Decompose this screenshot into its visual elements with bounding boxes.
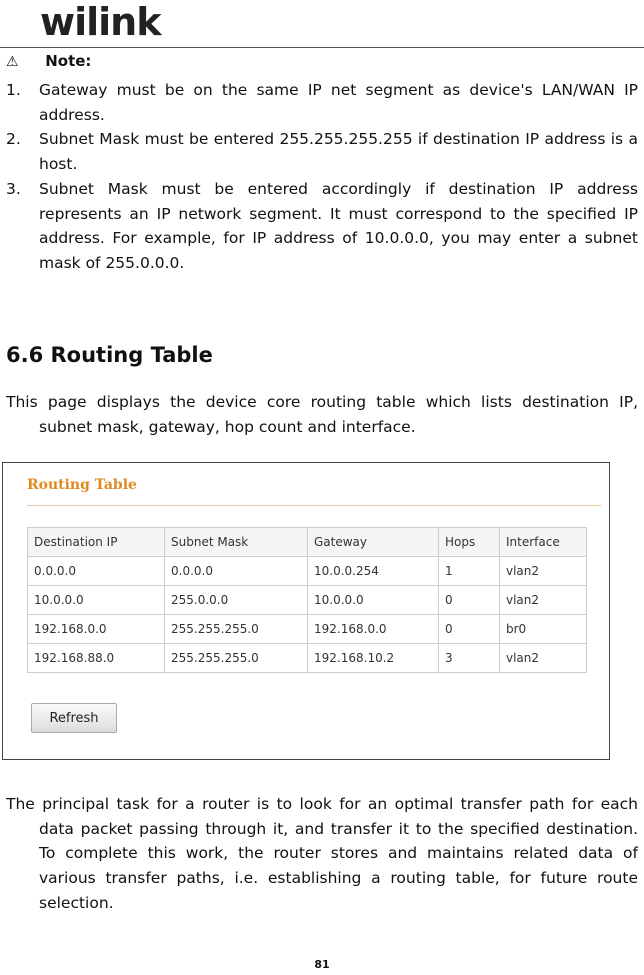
note-item-number: 3.: [6, 179, 21, 198]
table-cell: vlan2: [500, 586, 587, 615]
table-cell: 0.0.0.0: [165, 557, 308, 586]
note-item-text: Subnet Mask must be entered 255.255.255.255 if destination IP address is a host.: [39, 130, 638, 174]
note-item-text: Subnet Mask must be entered accordingly if destination IP address represents an IP network segment. It must correspond to the specified IP address. For example, for IP address of 10.0.0.0, you may enter a subnet mask of 255.0.0.0.: [39, 179, 638, 272]
note-item: [6, 177, 638, 276]
table-cell: 192.168.0.0: [308, 615, 439, 644]
warning-icon: ⚠: [6, 54, 19, 70]
section-heading: 6.6 Routing Table: [6, 343, 213, 367]
routing-table-screenshot: [2, 462, 610, 760]
table-cell: 255.255.255.0: [165, 644, 308, 673]
routing-table-title: Routing Table: [27, 477, 137, 493]
table-cell: 10.0.0.0: [28, 586, 165, 615]
note-heading: [6, 52, 91, 70]
column-header: Subnet Mask: [165, 528, 308, 557]
page-number: 81: [314, 958, 330, 971]
table-cell: 3: [439, 644, 500, 673]
note-item-number: 2.: [6, 130, 21, 149]
table-row: [28, 615, 587, 644]
table-cell: 0.0.0.0: [28, 557, 165, 586]
title-divider: [27, 505, 601, 506]
column-header: Interface: [500, 528, 587, 557]
note-item: [6, 78, 638, 127]
table-cell: br0: [500, 615, 587, 644]
table-cell: 0: [439, 615, 500, 644]
note-item-number: 1.: [6, 81, 21, 99]
table-cell: 255.0.0.0: [165, 586, 308, 615]
table-cell: 255.255.255.0: [165, 615, 308, 644]
header-divider: [0, 47, 644, 48]
table-cell: 192.168.0.0: [28, 615, 165, 644]
routing-table-panel: [17, 467, 613, 755]
note-list: [6, 78, 638, 276]
column-header: Gateway: [308, 528, 439, 557]
table-row: [28, 586, 587, 615]
brand-logo: wilink: [40, 0, 161, 44]
table-cell: 192.168.88.0: [28, 644, 165, 673]
section-intro: This page displays the device core routing table which lists destination IP, subnet mask, gateway, hop count and interface.: [6, 393, 638, 436]
table-row: [28, 644, 587, 673]
table-cell: vlan2: [500, 644, 587, 673]
table-cell: 1: [439, 557, 500, 586]
note-item: [6, 127, 638, 176]
table-cell: vlan2: [500, 557, 587, 586]
column-header: Hops: [439, 528, 500, 557]
refresh-button[interactable]: Refresh: [31, 703, 117, 733]
closing-paragraph: The principal task for a router is to look for an optimal transfer path for each data packet passing through it, and transfer it to the specified destination. To complete this work, the router stores and maintains related data of various transfer paths, i.e. establishing a routing table, for future route selection.: [6, 795, 638, 912]
table-cell: 0: [439, 586, 500, 615]
table-row: [28, 557, 587, 586]
table-cell: 10.0.0.0: [308, 586, 439, 615]
routing-table: [27, 527, 587, 673]
note-label: Note:: [45, 52, 92, 70]
note-item-text: Gateway must be on the same IP net segment as device's LAN/WAN IP address.: [39, 81, 638, 124]
table-header-row: [28, 528, 587, 557]
table-cell: 10.0.0.254: [308, 557, 439, 586]
table-cell: 192.168.10.2: [308, 644, 439, 673]
column-header: Destination IP: [28, 528, 165, 557]
